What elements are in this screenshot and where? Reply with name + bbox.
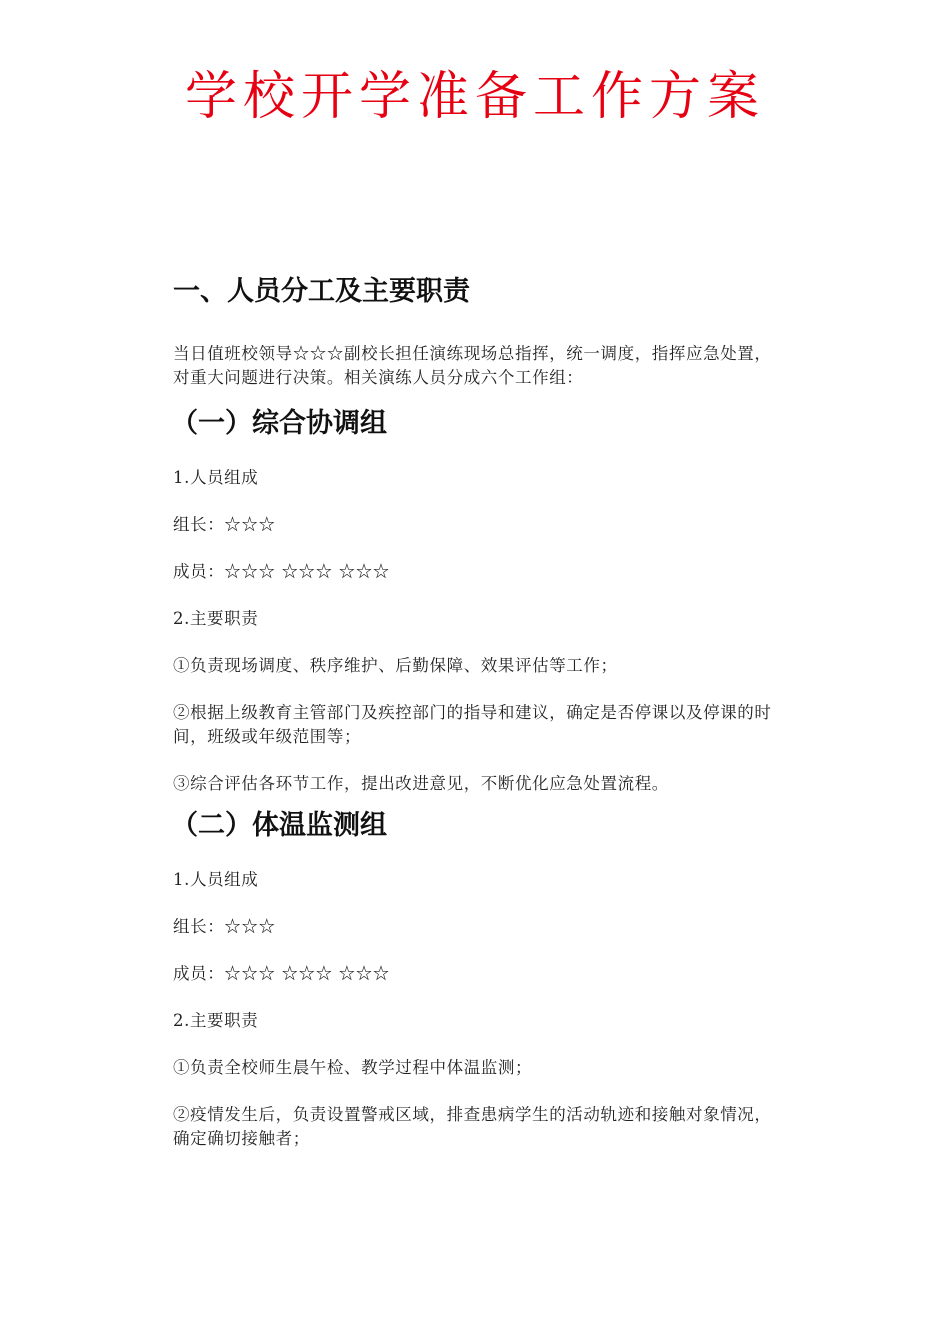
duties-label: 2.主要职责 bbox=[173, 609, 259, 628]
duty-item: ②根据上级教育主管部门及疾控部门的指导和建议，确定是否停课以及停课的时间，班级或年级范围等； bbox=[173, 703, 772, 746]
document-title: 学校开学准备工作方案 bbox=[184, 67, 765, 127]
group-heading-coordination: （一）综合协调组 bbox=[171, 408, 387, 439]
duties-label: 2.主要职责 bbox=[173, 1011, 259, 1030]
duty-item: ③综合评估各环节工作，提出改进意见，不断优化应急处置流程。 bbox=[173, 774, 669, 793]
section-intro: 当日值班校领导☆☆☆副校长担任演练现场总指挥，统一调度，指挥应急处置，对重大问题进行决策。相关演练人员分成六个工作组： bbox=[173, 344, 772, 387]
composition-label: 1.人员组成 bbox=[173, 468, 259, 487]
composition-label: 1.人员组成 bbox=[173, 870, 259, 889]
group-members: 成员：☆☆☆ ☆☆☆ ☆☆☆ bbox=[173, 562, 390, 581]
group-leader: 组长：☆☆☆ bbox=[173, 917, 276, 936]
section-heading: 一、人员分工及主要职责 bbox=[173, 276, 470, 307]
duty-item: ①负责现场调度、秩序维护、后勤保障、效果评估等工作； bbox=[173, 656, 618, 675]
document-body bbox=[173, 272, 785, 1174]
group-members: 成员：☆☆☆ ☆☆☆ ☆☆☆ bbox=[173, 964, 390, 983]
group-heading-temperature: （二）体温监测组 bbox=[171, 810, 387, 841]
group-leader: 组长：☆☆☆ bbox=[173, 515, 276, 534]
duty-item: ②疫情发生后，负责设置警戒区域，排查患病学生的活动轨迹和接触对象情况，确定确切接触者； bbox=[173, 1105, 772, 1148]
duty-item: ①负责全校师生晨午检、教学过程中体温监测； bbox=[173, 1058, 533, 1077]
